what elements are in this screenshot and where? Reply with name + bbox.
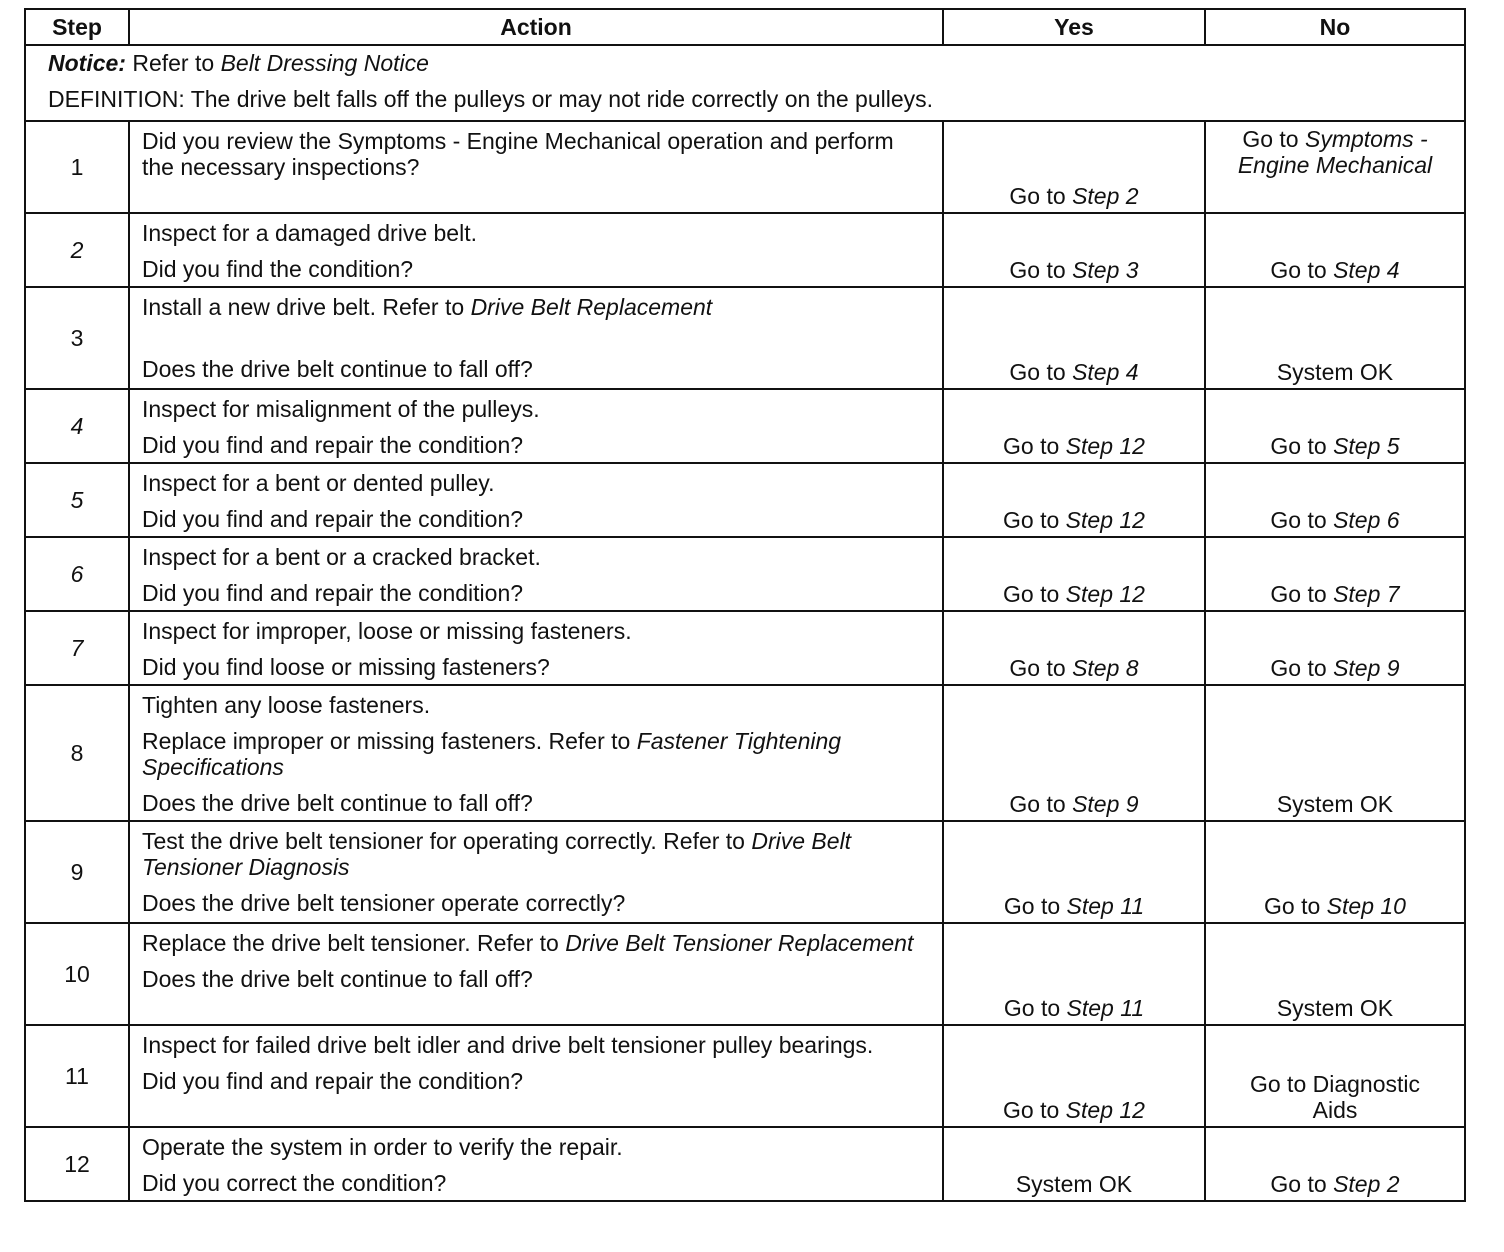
table-row [25,923,1465,1025]
step-ref: Step 12 [1065,1097,1145,1123]
goto-text: Go to [1270,507,1327,533]
action-cell [129,537,943,611]
goto-text: Go to [1270,1171,1327,1197]
action-question: Did you correct the condition? [142,1170,447,1196]
yes-cell [943,537,1205,611]
action-question: Does the drive belt continue to fall off? [142,790,533,816]
yes-cell [943,685,1205,821]
yes-cell [943,213,1205,287]
no-ref-line2: Engine Mechanical [1237,152,1433,178]
step-ref: Step 5 [1333,433,1400,459]
header-row [25,9,1465,45]
action-question: Does the drive belt continue to fall off? [142,356,533,382]
notice-label: Notice: [48,50,126,76]
action-text-pre: Replace the drive belt tensioner. Refer to [142,930,559,956]
goto-text: Go to [1009,655,1066,681]
goto-text: Go to [1009,359,1066,385]
diagnostic-table [24,8,1466,1202]
step-number: 5 [25,463,129,537]
goto-text: Go to [1003,581,1060,607]
action-cell [129,463,943,537]
table-row [25,287,1465,389]
yes-cell [943,287,1205,389]
no-cell: System OK [1205,923,1465,1025]
step-ref: Step 8 [1072,655,1139,681]
action-cell [129,389,943,463]
action-question: Did you find and repair the condition? [142,580,524,606]
header-yes: Yes [943,9,1205,45]
action-text [142,294,932,320]
action-question: Did you find the condition? [142,256,414,282]
notice-cell [25,45,1465,121]
step-number: 6 [25,537,129,611]
no-text: Go to Diagnostic Aids [1249,1071,1421,1123]
goto-text: Go to [1264,893,1321,919]
step-ref: Step 12 [1065,433,1145,459]
definition: DEFINITION: The drive belt falls off the pulleys or may not ride correctly on the pulleys. [48,86,934,112]
goto-text: Go to [1003,507,1060,533]
step-ref: Step 9 [1072,791,1139,817]
action-cell [129,287,943,389]
no-ref-line1: Symptoms - [1304,126,1428,152]
notice-row [25,45,1465,121]
action-text: Inspect for misalignment of the pulleys. [142,396,540,422]
action-text: Inspect for a damaged drive belt. [142,220,477,246]
no-cell [1205,1025,1465,1127]
action-question: Did you find loose or missing fasteners? [142,654,550,680]
action-text-pre: Replace improper or missing fasteners. Refer to [142,728,631,754]
action-ref: Fastener Tightening Specifications [142,728,842,780]
notice-text: Refer to [132,50,215,76]
step-ref: Step 12 [1065,581,1145,607]
action-cell [129,121,943,213]
action-text: Inspect for improper, loose or missing fasteners. [142,618,632,644]
step-ref: Step 12 [1065,507,1145,533]
goto-text: Go to [1003,433,1060,459]
no-cell [1205,1127,1465,1201]
step-ref: Step 11 [1066,995,1145,1021]
action-question: Does the drive belt continue to fall off? [142,966,533,992]
step-ref: Step 4 [1072,359,1139,385]
action-text [142,828,932,880]
action-ref: Drive Belt Tensioner Replacement [565,930,914,956]
table-row [25,389,1465,463]
step-ref: Step 2 [1072,183,1139,209]
step-number: 4 [25,389,129,463]
action-question: Does the drive belt tensioner operate correctly? [142,890,626,916]
notice-line [48,50,1448,76]
step-ref: Step 9 [1333,655,1400,681]
table-row [25,537,1465,611]
table-row [25,463,1465,537]
step-ref: Step 7 [1333,581,1400,607]
goto-text: Go to [1009,183,1066,209]
action-cell [129,1127,943,1201]
no-cell [1205,537,1465,611]
table-row [25,685,1465,821]
step-number: 8 [25,685,129,821]
goto-text: Go to [1003,893,1061,919]
table-row [25,611,1465,685]
goto-text: Go to [1003,1097,1060,1123]
yes-cell [943,389,1205,463]
action-question: Did you find and repair the condition? [142,506,524,532]
no-cell [1205,821,1465,923]
action-question: Did you find and repair the condition? [142,432,524,458]
table-row [25,1025,1465,1127]
step-number: 2 [25,213,129,287]
step-ref: Step 6 [1333,507,1400,533]
header-no: No [1205,9,1465,45]
step-number: 3 [25,287,129,389]
no-cell: System OK [1205,287,1465,389]
action-cell [129,1025,943,1127]
goto-text: Go to [1009,257,1066,283]
yes-cell [943,611,1205,685]
action-text [142,930,932,956]
action-text: Tighten any loose fasteners. [142,692,431,718]
goto-text: Go to [1270,257,1327,283]
step-number: 9 [25,821,129,923]
action-ref: Drive Belt Replacement [470,294,713,320]
header-action: Action [129,9,943,45]
action-cell [129,685,943,821]
action-ref: Drive Belt Tensioner Diagnosis [142,828,852,880]
action-text: Operate the system in order to verify the repair. [142,1134,623,1160]
header-step: Step [25,9,129,45]
action-cell [129,923,943,1025]
step-number: 11 [25,1025,129,1127]
action-text: Inspect for a bent or a cracked bracket. [142,544,541,570]
goto-text: Go to [1242,126,1299,152]
step-ref: Step 10 [1326,893,1406,919]
action-cell [129,213,943,287]
no-cell [1205,611,1465,685]
yes-cell: System OK [943,1127,1205,1201]
step-ref: Step 3 [1072,257,1139,283]
no-cell [1205,463,1465,537]
action-text-pre: Install a new drive belt. Refer to [142,294,465,320]
action-text-pre: Test the drive belt tensioner for operating correctly. Refer to [142,828,745,854]
goto-text: Go to [1270,655,1327,681]
table-row [25,121,1465,213]
step-number: 10 [25,923,129,1025]
goto-text: Go to [1270,433,1327,459]
no-cell [1205,213,1465,287]
action-text: Did you review the Symptoms - Engine Mechanical operation and perform the necessary inspections? [142,128,894,180]
action-cell [129,611,943,685]
yes-cell [943,821,1205,923]
action-cell [129,821,943,923]
step-ref: Step 11 [1066,893,1145,919]
no-cell: System OK [1205,685,1465,821]
action-text-2 [142,728,932,780]
no-cell [1205,389,1465,463]
notice-ref: Belt Dressing Notice [220,50,429,76]
table-row [25,213,1465,287]
table-row [25,821,1465,923]
no-cell [1205,121,1465,213]
goto-text: Go to [1270,581,1327,607]
table-row [25,1127,1465,1201]
goto-text: Go to [1009,791,1066,817]
step-number: 7 [25,611,129,685]
step-ref: Step 2 [1333,1171,1400,1197]
yes-cell [943,1025,1205,1127]
step-ref: Step 4 [1333,257,1400,283]
goto-text: Go to [1003,995,1061,1021]
step-number: 12 [25,1127,129,1201]
yes-cell [943,121,1205,213]
action-question: Did you find and repair the condition? [142,1068,524,1094]
action-text: Inspect for failed drive belt idler and drive belt tensioner pulley bearings. [142,1032,874,1058]
yes-cell [943,923,1205,1025]
step-number: 1 [25,121,129,213]
action-text: Inspect for a bent or dented pulley. [142,470,495,496]
yes-cell [943,463,1205,537]
